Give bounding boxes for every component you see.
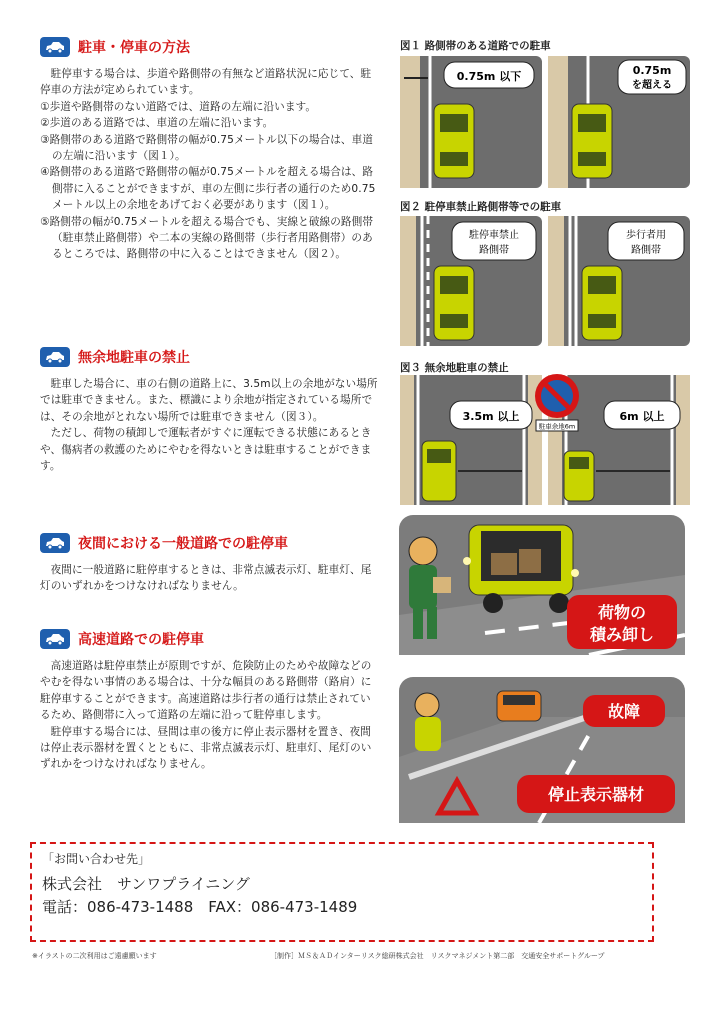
car-icon — [40, 629, 70, 649]
figure-3-panel-a — [400, 375, 542, 505]
section-body — [40, 66, 380, 263]
list-item: ③路側帯のある道路で路側帯の幅が0.75メートル以下の場合は、車道の左端に沿います（図１）。 — [40, 133, 374, 163]
car-icon — [40, 347, 70, 367]
unloading-illustration — [399, 515, 685, 655]
list-item: ④路側帯のある道路で路側帯の幅が0.75メートルを超える場合は、路側帯に入ることができますが、車の左側に歩行者の通行のため0.75メートル以上の余地をあげておく必要があります（図１）。 — [40, 166, 376, 212]
breakdown-illustration — [399, 677, 685, 823]
contact-company: 株式会社 サンワプライニング — [42, 875, 250, 893]
section-no-space-parking — [40, 344, 380, 474]
label-text: 停止表示器材 — [547, 785, 645, 804]
label-text: 歩行者用 — [626, 230, 666, 241]
figure-1-caption: 図１ 路側帯のある道路での駐車 — [400, 40, 551, 52]
footer-credit: ［制作］ＭＳ＆ＡＤインターリスク総研株式会社 リスクマネジメント第二部 交通安全サポートグループ — [270, 952, 605, 960]
section-title: 無余地駐車の禁止 — [78, 350, 190, 366]
label-text: 故障 — [607, 702, 641, 721]
paragraph: 駐停車する場合には、昼間は車の後方に停止表示器材を置き、夜間は停止表示器材を置くとともに、非常点滅表示灯、駐車灯、尾灯のいずれかをつけなければなりません。 — [40, 725, 372, 771]
car-icon — [40, 533, 70, 553]
label-text: を超える — [632, 80, 672, 91]
car-icon — [40, 37, 70, 57]
label-text: 3.5m 以上 — [462, 410, 520, 423]
section-parking-method — [40, 34, 380, 263]
section-body — [40, 376, 380, 474]
section-title: 駐車・停車の方法 — [78, 40, 190, 56]
paragraph: 駐車した場合に、車の右側の道路上に、3.5m以上の余地がない場所では駐車できません。また、標識により余地が指定されている場所では、その余地がとれない場所では駐車できません（図３）。 — [40, 378, 378, 423]
paragraph: 駐停車する場合は、歩道や路側帯の有無など道路状況に応じて、駐停車の方法が定められています。 — [40, 68, 372, 97]
paragraph: 高速道路は駐停車禁止が原則ですが、危険防止のためや故障などのやむを得ない事情のある場合は、十分な幅員のある路側帯（路肩）に駐停車することができます。高速道路は歩行者の通行は禁止されているため、路側帯に入って道路の左端に沿って駐停車します。 — [40, 660, 372, 722]
figure-2-panel-a — [400, 216, 542, 346]
label-text: 駐停車禁止 — [469, 230, 519, 241]
footer-note: ※イラストの二次利用はご遠慮願います — [32, 952, 157, 960]
section-night-parking — [40, 530, 380, 595]
paragraph: 夜間に一般道路に駐停車するときは、非常点滅表示灯、駐車灯、尾灯のいずれかをつけなければなりません。 — [40, 564, 372, 593]
section-body — [40, 562, 380, 595]
label-text: 6m 以上 — [619, 410, 665, 423]
label-text: 0.75m 以下 — [456, 70, 522, 83]
section-highway-parking — [40, 626, 380, 773]
contact-label: 「お問い合わせ先」 — [42, 852, 151, 866]
contact-phone: 電話：086-473-1488 FAX：086-473-1489 — [42, 898, 358, 916]
figure-1-panel-a — [400, 56, 542, 188]
figure-1-panel-b — [548, 56, 690, 188]
sign-plate-text: 駐車余地6m — [538, 422, 576, 431]
label-text: 路側帯 — [631, 245, 661, 256]
section-body — [40, 658, 380, 773]
section-title: 夜間における一般道路での駐停車 — [78, 536, 288, 552]
no-parking-sign-icon — [532, 372, 582, 434]
section-title: 高速道路での駐停車 — [78, 632, 204, 648]
list-item: ⑤路側帯の幅が0.75メートルを超える場合でも、実線と破線の路側帯（駐車禁止路側帯）や二本の実線の路側帯（歩行者用路側帯）のあるところでは、路側帯の中に入ることはできません（図２）。 — [40, 215, 374, 261]
figure-2-caption: 図２ 駐停車禁止路側帯等での駐車 — [400, 201, 562, 213]
label-text: 荷物の — [597, 603, 647, 622]
figure-2-panel-b — [548, 216, 690, 346]
contact-box — [30, 842, 654, 942]
label-text: 路側帯 — [479, 245, 509, 256]
list-item: ②歩道のある道路では、車道の左端に沿います。 — [40, 117, 274, 130]
figure-3-caption: 図３ 無余地駐車の禁止 — [400, 362, 509, 374]
list-item: ①歩道や路側帯のない道路では、道路の左端に沿います。 — [40, 100, 317, 113]
label-text: 積み卸し — [589, 625, 655, 644]
paragraph: ただし、荷物の積卸しで運転者がすぐに運転できる状態にあるときや、傷病者の救護のためにやむを得ないときは駐車することができます。 — [40, 427, 372, 473]
label-text: 0.75m — [632, 64, 672, 77]
